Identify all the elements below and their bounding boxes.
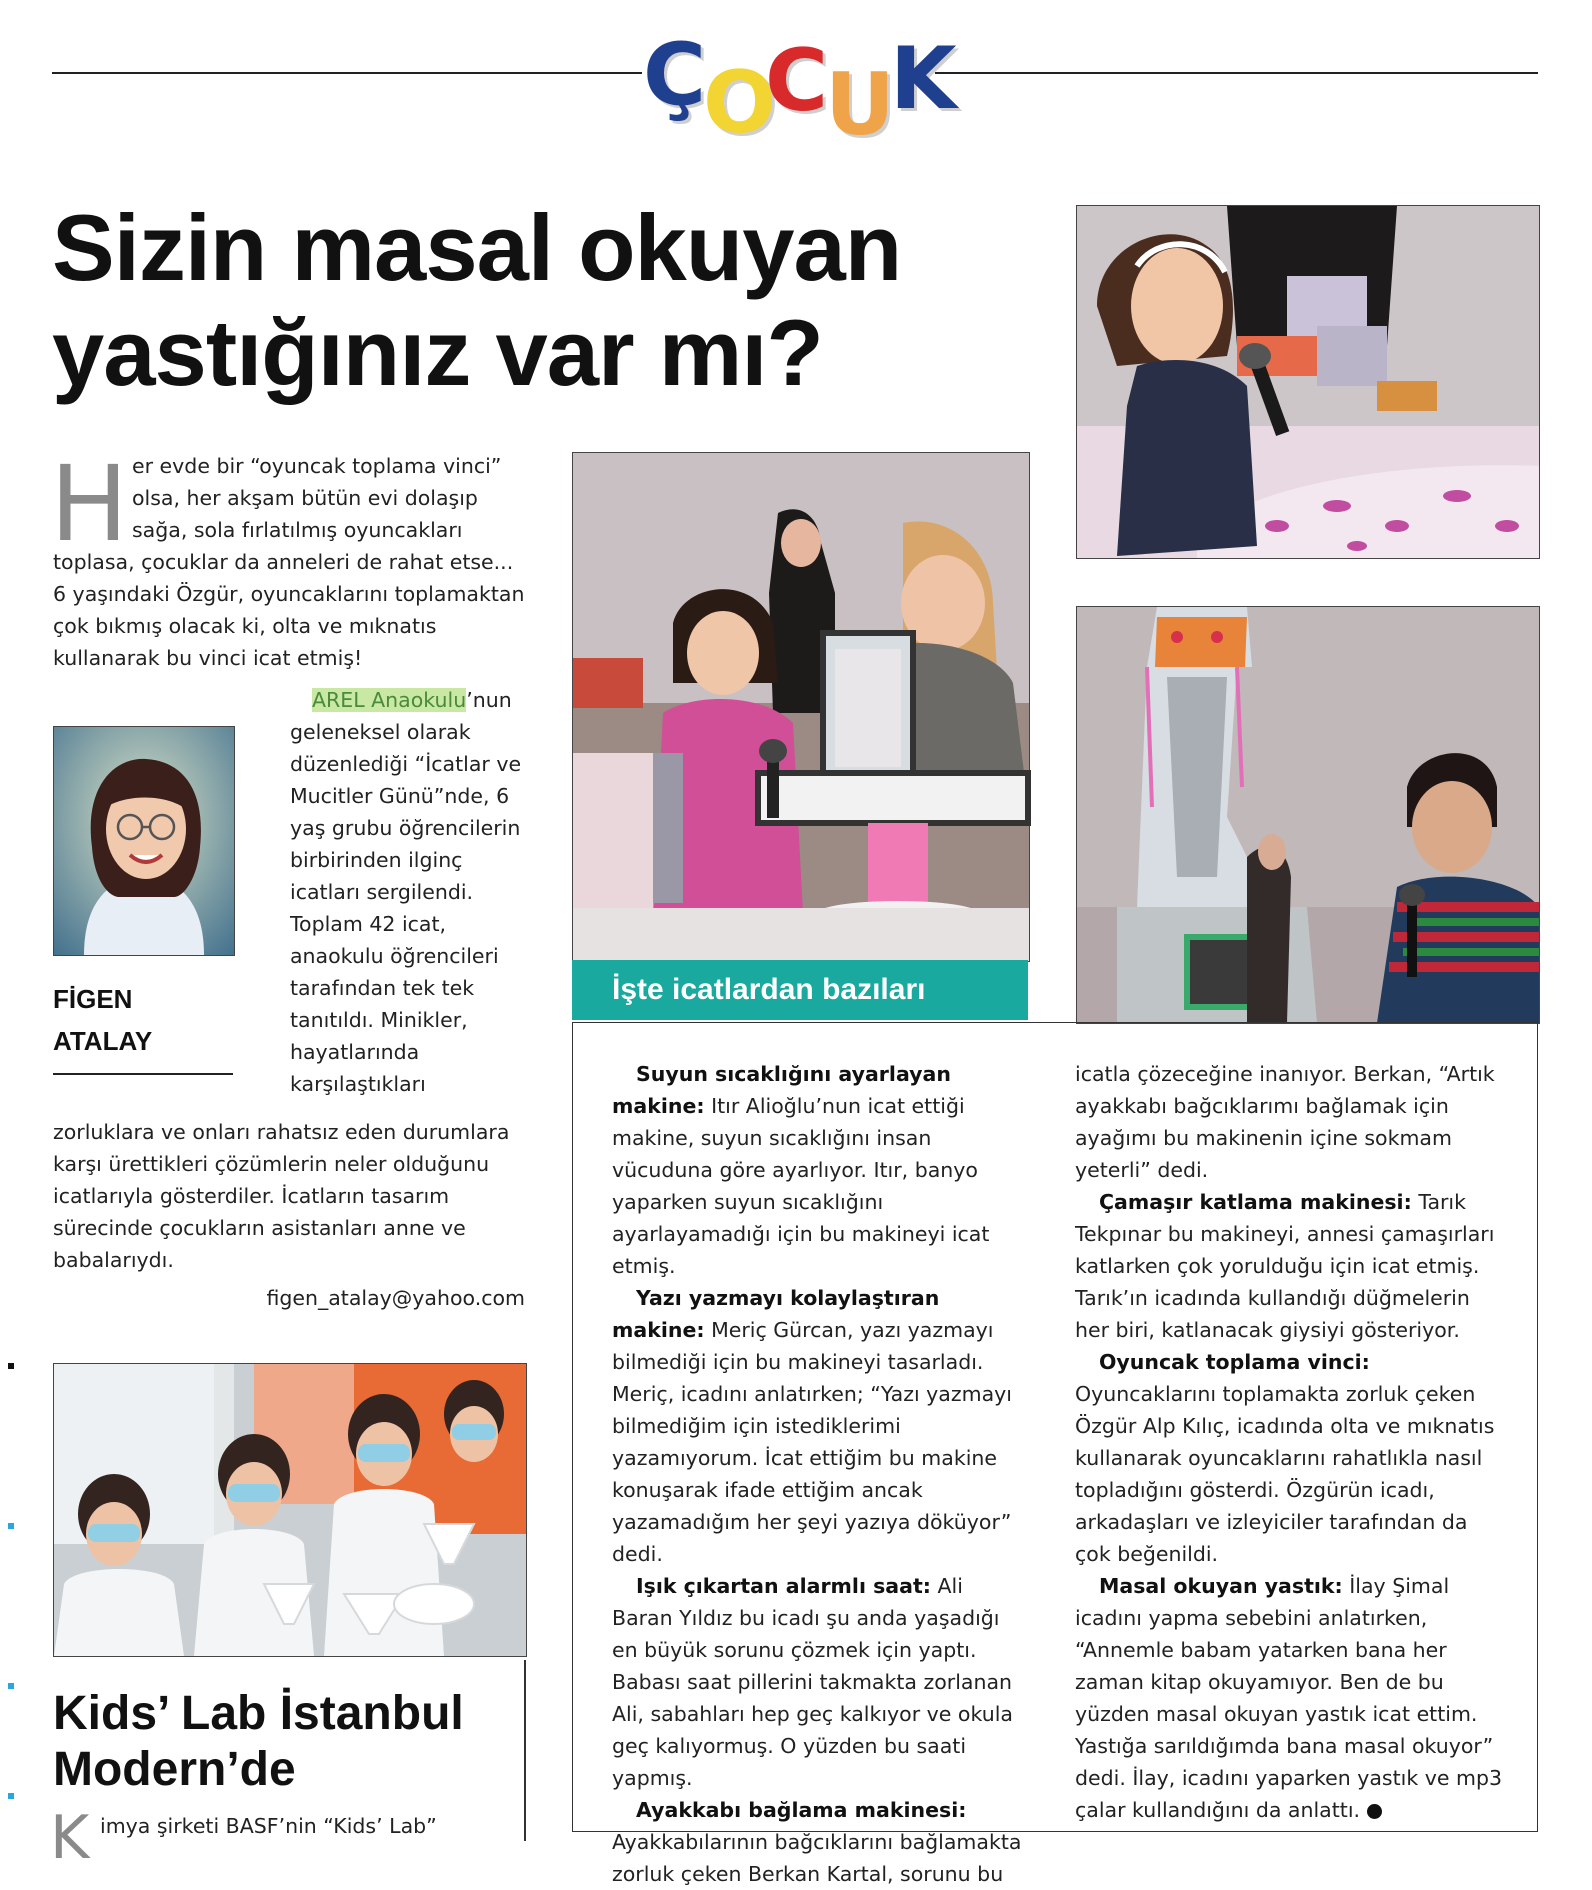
section-logo [635, 25, 965, 155]
full-line: zorluklara ve onları rahatsız eden durumlara [53, 1120, 510, 1144]
side-line: yaş grubu öğrencilerin [290, 816, 521, 840]
logo-letter-c-cedilla: Ç [643, 25, 707, 125]
article-headline [52, 195, 1032, 406]
intro-full [53, 546, 543, 674]
inventions-column-1 [612, 1058, 1030, 1890]
headline-line-1: Sizin masal okuyan [52, 195, 902, 300]
author-name [53, 978, 152, 1062]
end-mark-icon [1367, 1804, 1382, 1819]
header-rule-right [935, 72, 1538, 74]
invention-item [612, 1058, 1030, 1282]
invention-title: Yazı yazmayı kolaylaştıran makine: [612, 1286, 940, 1342]
author-last-name: ATALAY [53, 1026, 153, 1056]
invention-item [1075, 1570, 1507, 1826]
side-line: geleneksel olarak [290, 720, 471, 744]
kids-lab-title-line-2: Modern’de [53, 1743, 296, 1796]
inventions-column-2 [1075, 1058, 1507, 1826]
author-photo [53, 726, 235, 956]
author-first-name: FİGEN [53, 984, 133, 1014]
logo-letter-u: U [825, 55, 895, 155]
intro-line: toplasa, çocuklar da anneleri de rahat etse... [53, 550, 514, 574]
side-text [290, 684, 550, 1100]
photo-boy-robot [1076, 606, 1540, 1024]
margin-bullet [8, 1683, 14, 1689]
full-text [53, 1116, 553, 1276]
invention-title: Ayakkabı bağlama makinesi: [636, 1798, 967, 1822]
photo-caption-banner: İşte icatlardan bazıları [572, 960, 1028, 1020]
headline-line-2: yastığınız var mı? [52, 300, 823, 406]
intro-line: kullanarak bu vinci icat etmiş! [53, 646, 363, 670]
invention-text: İlay Şimal icadını yapma sebebini anlatırken, “Annemle babam yatarken bana her zaman kitap okuyamıyor. Ben de bu yüzden masal okuyan yastık icat ettim. Yastığa sarıldığımda bana masal okuyor” dedi. İlay, icadını yaparken yastık ve mp3 çalar kullandığını da anlattı. [1075, 1574, 1503, 1822]
photo-kids-lab [53, 1363, 527, 1657]
full-line: sürecinde çocukların asistanları anne ve [53, 1216, 466, 1240]
invention-title: Oyuncak toplama vinci: [1099, 1350, 1370, 1374]
drop-cap-h: H [50, 443, 129, 565]
side-line: icatları sergilendi. [290, 880, 474, 904]
sidebar-divider [524, 1660, 526, 1841]
invention-title: Masal okuyan yastık: [1099, 1574, 1343, 1598]
school-name-highlight: AREL Anaokulu [312, 688, 467, 712]
margin-bullet [8, 1363, 14, 1369]
invention-item [1075, 1058, 1507, 1186]
full-line: karşı ürettikleri çözümlerin neler olduğunu [53, 1152, 490, 1176]
invention-text: Tarık Tekpınar bu makineyi, annesi çamaşırları katlarken çok yorulduğu için icat etmiş. Tarık’ın icadında kullandığı düğmelerin her biri, katlanacak giysiyi gösteriyor. [1075, 1190, 1495, 1342]
invention-title: Işık çıkartan alarmlı saat: [636, 1574, 931, 1598]
full-line: babalarıydı. [53, 1248, 174, 1272]
photo-girl-microphone [1076, 205, 1540, 559]
school-suffix: ’nun [466, 688, 512, 712]
intro-line: sağa, sola fırlatılmış oyuncakları [132, 518, 463, 542]
kids-lab-teaser: imya şirketi BASF’nin “Kids’ Lab” [100, 1814, 437, 1838]
side-line: Toplam 42 icat, [290, 912, 447, 936]
intro-line: çok bıkmış olacak ki, olta ve mıknatıs [53, 614, 437, 638]
invention-title: Suyun sıcaklığını ayarlayan makine: [612, 1062, 951, 1118]
invention-item [1075, 1186, 1507, 1346]
author-rule [53, 1073, 233, 1075]
invention-text: Ayakkabılarının bağcıklarını bağlamakta zorluk çeken Berkan Kartal, sorunu bu [612, 1830, 1022, 1886]
invention-item [1075, 1346, 1507, 1570]
margin-bullet [8, 1793, 14, 1799]
intro-line: er evde bir “oyuncak toplama vinci” [132, 454, 502, 478]
side-line: karşılaştıkları [290, 1072, 426, 1096]
invention-item [612, 1282, 1030, 1570]
invention-text: Itır Alioğlu’nun icat ettiği makine, suyun sıcaklığını insan vücuduna göre ayarlıyor. Itır, banyo yaparken suyun sıcaklığını ayarlayamadığı için bu makineyi icat etmiş. [612, 1094, 990, 1278]
intro-line: 6 yaşındaki Özgür, oyuncaklarını toplamaktan [53, 582, 525, 606]
school-line [312, 684, 550, 716]
side-line: hayatlarında [290, 1040, 420, 1064]
invention-item [612, 1570, 1030, 1794]
margin-bullet [8, 1523, 14, 1529]
side-line: düzenlediği “İcatlar ve [290, 752, 522, 776]
kids-lab-title-line-1: Kids’ Lab İstanbul [53, 1687, 464, 1740]
intro-line: olsa, her akşam bütün evi dolaşıp [132, 486, 478, 510]
side-line: Mucitler Günü”nde, 6 [290, 784, 510, 808]
main-photo-girl-invention [572, 452, 1030, 962]
author-email[interactable]: figen_atalay@yahoo.com [266, 1286, 525, 1310]
kids-lab-heading [53, 1686, 464, 1798]
invention-text: icatla çözeceğine inanıyor. Berkan, “Artık ayakkabı bağcıklarımı bağlamak için ayağımı bu makinenin içine sokmam yeterli” dedi. [1075, 1062, 1495, 1182]
header-rule-left [52, 72, 642, 74]
side-line: anaokulu öğrencileri [290, 944, 499, 968]
invention-text: Meriç Gürcan, yazı yazmayı bilmediği için bu makineyi tasarladı. Meriç, icadını anlatırken; “Yazı yazmayı bilmediğim için istediklerimi yazamıyorum. İcat ettiğim bu makine konuşarak ifade ettiğim ancak yazamadığım her şeyi yazıya döküyor” dedi. [612, 1318, 1012, 1566]
side-line: birbirinden ilginç [290, 848, 463, 872]
side-line: tarafından tek tek [290, 976, 475, 1000]
drop-cap-k: K [50, 1803, 90, 1873]
logo-letter-c: C [765, 31, 829, 131]
invention-text: Ali Baran Yıldız bu icadı şu anda yaşadığı en büyük sorunu çözmek için yaptı. Babası saat pillerini takmakta zorlanan Ali, sabahları hep geç kalkıyor ve okula geç kalıyormuş. O yüzden bu saati yapmış. [612, 1574, 1013, 1790]
intro-indented [132, 450, 532, 546]
invention-item [612, 1794, 1030, 1890]
invention-title: Çamaşır katlama makinesi: [1099, 1190, 1412, 1214]
full-line: icatlarıyla gösterdiler. İcatların tasarım [53, 1184, 450, 1208]
logo-letter-k: K [890, 29, 957, 129]
logo-letter-o: O [703, 53, 777, 153]
side-line: tanıtıldı. Minikler, [290, 1008, 468, 1032]
invention-text: Oyuncaklarını toplamakta zorluk çeken Özgür Alp Kılıç, icadında olta ve mıknatıs kullanarak oyuncaklarını rahatlıkla nasıl topladığını gösterdi. Özgürün icadı, arkadaşları ve izleyiciler tarafından da çok beğenildi. [1075, 1382, 1495, 1566]
